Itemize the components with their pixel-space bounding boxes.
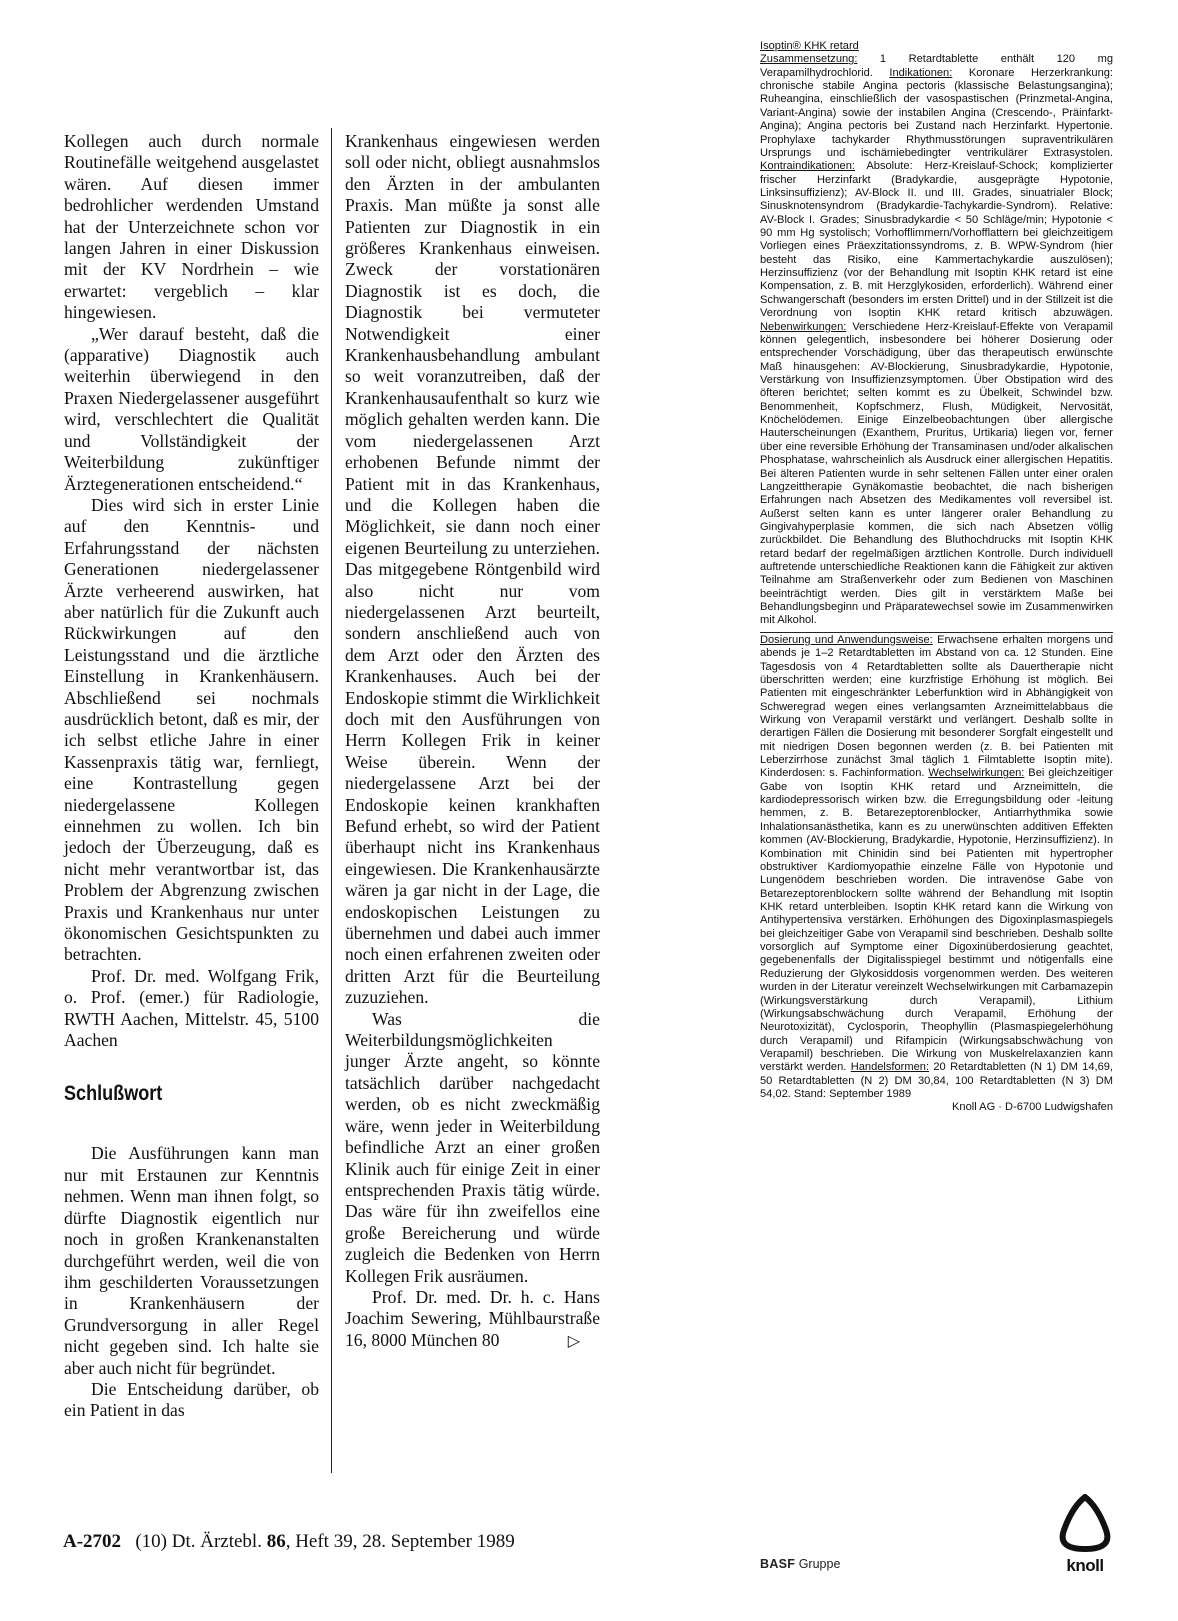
- paragraph: Krankenhaus eingewiesen werden soll oder nicht, obliegt ausnahmslos den Ärzten in der ambulanten Praxis. Man müßte ja sonst alle Patienten zur Diagnostik in ein größeres Krankenhaus einweisen. Zweck der vorstationären Diagnostik ist es doch, die Diagnostik bei vermuteter Notwendigkeit einer Krankenhausbehandlung ambulant so weit voranzutreiben, daß der Krankenhausaufenthalt so kurz wie möglich gehalten werden kann. Die vom niedergelassenen Arzt erhobenen Befunde nimmt der Patient mit in das Krankenhaus, und die Kollegen haben die Möglichkeit, sie dann noch einer eigenen Beurteilung zu unterziehen. Das mitgegebene Röntgenbild wird also nicht nur vom niedergelassenen Arzt beurteilt, sondern anschließend auch von dem Arzt oder den Ärzten des Krankenhauses. Auch bei der Endoskopie stimmt die Wirklichkeit doch mit den Ausführungen von Herrn Kollegen Frik in keiner Weise überein. Wenn der niedergelassene Arzt bei der Endoskopie keinen krankhaften Befund erhebt, so wird der Patient überhaupt nicht ins Krankenhaus eingewiesen. Die Krankenhausärzte wären ja gar nicht in der Lage, die endoskopischen Leistungen zu übernehmen und dabei auch immer noch einen erfahrenen zweiten oder dritten Arzt für die Beurteilung zuzuziehen.: [345, 131, 600, 1008]
- volume-number: 86: [266, 1531, 286, 1552]
- knoll-logo-text: knoll: [1066, 1556, 1104, 1575]
- paragraph: Die Ausführungen kann man nur mit Erstaunen zur Kenntnis nehmen. Wenn man ihnen folgt, so dürfte Diagnostik eigentlich nur noch in großen Krankenanstalten durchgeführt werden, weil die von ihm geschilderten Voraussetzungen in Krankenhäusern der Grundversorgung in aller Regel nicht gegeben sind. Ich halte sie aber auch nicht für begründet.: [64, 1143, 319, 1378]
- text-indications: Koronare Herzerkrankung: chronische stabile Angina pectoris (klassische Belastungsangina); Ruheangina, einschließlich der vasospastischen (Prinzmetal-Angina, Variant-Angina) sowie der instabilen Angina (Crescendo-, Präinfarkt-Angina); Angina pectoris bei Zustand nach Herzinfarkt. Hypertonie. Prophylaxe tachykarder Rhythmusstörungen supraventrikulären Ursprungs und ischämiebedingter ventrikulärer Extrasystolen.: [760, 66, 1113, 159]
- paragraph: Dies wird sich in erster Linie auf den Kenntnis- und Erfahrungsstand der nächsten Generationen niedergelassener Ärzte verheerend auswirken, hat aber natürlich für die Zukunft auch Rückwirkungen auf den Leistungsstand und die ärztliche Einstellung in Krankenhäusern. Abschließend sei nochmals ausdrücklich betont, daß es mir, der ich selbst etliche Jahre in einer Kassenpraxis tätig war, fernliegt, eine Kontrastellung gegen niedergelassene Kollegen einnehmen zu wollen. Ich bin jedoch der Überzeugung, daß es nicht mehr verantwortbar ist, das Problem der Abgrenzung zwischen Praxis und Krankenhaus nur unter ökonomischen Gesichtspunkten zu betrachten.: [64, 494, 319, 965]
- text-interactions: Bei gleichzeitiger Gabe von Isoptin KHK retard und Arzneimitteln, die kardiodepressorisch wirken bzw. die Erregungsbildung oder -leitung hemmen, z. B. Betarezeptorenblocker, Antiarrhythmika sowie Inhalationsanästhetika, kann es zu unerwünschten additiven Effekten kommen (AV-Blockierung, Bradykardie, Hypotonie, Herzinsuffizienz). In Kombination mit Chinidin sind bei Patienten mit hypertropher obstruktiver Kardiomyopathie einzelne Fälle von Hypotonie und Lungenödem beschrieben worden. Die intravenöse Gabe von Betarezeptorenblockern sollte während der Behandlung mit Isoptin KHK retard unterbleiben. Isoptin KHK retard kann die Wirkung von Antihypertensiva verstärken. Erhöhungen des Digoxinplasmaspiegels bei gleichzeitiger Gabe von Verapamil sind beschrieben. Deshalb sollte vorsorglich auf Symptome einer Digoxinüberdosierung geachtet, gegebenenfalls der Digitalisspiegel bestimmt und nötigenfalls eine Reduzierung der Glykosiddosis vorgenommen werden. Des weiteren wurden in der Literatur vereinzelt Wechselwirkungen mit Carbamazepin (Wirkungsverstärkung durch Verapamil), Lithium (Wirkungsabschwächung durch Verapamil, Erhöhung der Neurotoxizität), Cyclosporin, Theophyllin (Plasmaspiegelerhöhung durch Verapamil) und Rifampicin (Wirkungsabschwächung von Verapamil) beschrieben. Die Wirkung von Muskelrelaxanzien kann verstärkt werden.: [760, 767, 1113, 1074]
- label-dosage: Dosierung und Anwendungsweise:: [760, 633, 933, 646]
- text-contraindications: Absolute: Herz-Kreislauf-Schock; komplizierter frischer Herzinfarkt (Bradykardie, ausgeprägte Hypotonie, Linksinsuffizienz); AV-Block II. und III. Grades, sinuatrialer Block; Sinusknotensyndrom (Bradykardie-Tachykardie-Syndrom). Relative: AV-Block I. Grades; Sinusbradykardie < 50 Schläge/min; Hypotonie < 90 mm Hg systolisch; Vorhofflimmern/Vorhofflattern bei gleichzeitigem Vorliegen eines Präexzitationssyndroms, z. B. WPW-Syndrom (hier besteht das Risiko, eine Kammertachykardie auszulösen); Herzinsuffizienz (vor der Behandlung mit Isoptin KHK retard ist eine Kompensation, z. B. mit Herzglykosiden, erforderlich). Während einer Schwangerschaft (besonders im ersten Drittel) und in der Stillzeit ist die Verordnung von Isoptin KHK retard kritisch abzuwägen.: [760, 160, 1113, 320]
- text-dosage: Erwachsene erhalten morgens und abends je 1–2 Retardtabletten im Abstand von ca. 12 Stunden. Eine Tagesdosis von 4 Retardtabletten sollte als Dauertherapie nicht überschritten werden; eine kurzfristige Erhöhung ist möglich. Bei Patienten mit eingeschränkter Leberfunktion wird in Abhängigkeit von Schweregrad wegen eines verlangsamten Arzneimittelabbaus die Wirkung von Verapamil verstärkt und verlängert. Deshalb sollte in derartigen Fällen die Dosierung mit besonderer Sorgfalt eingestellt und mit niedrigen Dosen begonnen werden (z. B. bei Patienten mit Leberzirrhose zunächst 3mal täglich 1 Filmtablette Isoptin mite). Kinderdosen: s. Fachinformation.: [760, 633, 1113, 780]
- label-trade-forms: Handelsformen:: [850, 1061, 930, 1074]
- section-heading: Schlußwort: [64, 1082, 163, 1106]
- paragraph: Die Entscheidung darüber, ob ein Patient in das: [64, 1378, 319, 1421]
- page-number: A-2702: [63, 1531, 122, 1552]
- text-composition: 1 Retardtablette enthält 120 mg Verapamilhydrochlorid.: [760, 53, 1113, 79]
- gruppe-text: Gruppe: [795, 1557, 841, 1571]
- ad-dosage-text: [760, 632, 1113, 1102]
- label-side-effects: Nebenwirkungen:: [760, 320, 847, 333]
- basf-group-label: [760, 1557, 840, 1571]
- page-footer: [63, 1531, 515, 1553]
- article-column-middle: [345, 131, 600, 1351]
- text-trade-forms: 20 Retardtabletten (N 1) DM 14,69, 50 Retardtabletten (N 2) DM 30,84, 100 Retardtabletten (N 3) DM 54,02. Stand: September 1989: [760, 1061, 1114, 1101]
- paragraph: Was die Weiterbildungsmöglichkeiten junger Ärzte angeht, so könnte tatsächlich darüber nachgedacht werden, ob es nicht zweckmäßig wäre, wenn jeder in Weiterbildung befindliche Arzt an einer großen Klinik auch für einige Zeit in einer entsprechenden Praxis tätig würde. Das wäre für ihn zweifellos eine große Bereicherung und würde zugleich die Bedenken von Herrn Kollegen Frik ausräumen.: [345, 1008, 600, 1286]
- label-contraindications: Kontraindikationen:: [760, 160, 855, 173]
- issue-info: , Heft 39, 28. September 1989: [285, 1531, 515, 1552]
- signature-text: Prof. Dr. med. Dr. h. c. Hans Joachim Sewering, Mühlbaurstraße 16, 8000 München 80: [345, 1286, 600, 1350]
- author-signature: Prof. Dr. med. Wolfgang Frik, o. Prof. (emer.) für Radiologie, RWTH Aachen, Mittelstr. 45, 5100 Aachen: [64, 965, 319, 1051]
- company-address: Knoll AG · D-6700 Ludwigshafen: [952, 1101, 1113, 1114]
- label-composition: Zusammensetzung:: [760, 53, 858, 66]
- drug-information-box: [760, 40, 1113, 1115]
- column-divider: [331, 128, 332, 1473]
- paragraph: Kollegen auch durch normale Routinefälle weitgehend ausgelastet wären. Auf diesen immer bedrohlicher werdenden Umstand hat der Unterzeichnete schon vor langen Jahren in einer Diskussion mit der KV Nordrhein – wie erwartet: vergeblich – klar hingewiesen.: [64, 131, 319, 323]
- ad-main-text: [760, 53, 1113, 627]
- product-name: Isoptin® KHK retard: [760, 40, 859, 52]
- article-column-left: [64, 131, 319, 1422]
- basf-logo: BASF: [760, 1557, 796, 1571]
- label-interactions: Wechselwirkungen:: [928, 767, 1025, 780]
- label-indications: Indikationen:: [889, 66, 953, 79]
- text-side-effects: Verschiedene Herz-Kreislauf-Effekte von Verapamil können gelegentlich, insbesondere bei höherer Dosierung oder entsprechender Vorschädigung, über das therapeutisch erwünschte Maß hinausgehen: AV-Blockierung, Sinusbradykardie, Hypotonie, Verstärkung von Insuffizienzsymptomen. Über Obstipation wird des öfteren berichtet; selten kommt es zu Übelkeit, Schwindel bzw. Benommenheit, Kopfschmerz, Flush, Müdigkeit, Nervosität, Knöchelödemen. Einige Einzelbeobachtungen über allergische Hauterscheinungen (Exanthem, Pruritus, Urtikaria) liegen vor, ferner über eine reversible Erhöhung der Transaminasen und/oder alkalischen Phosphatase, wahrscheinlich als Ausdruck einer allergischen Hepatitis. Bei älteren Patienten wurde in sehr seltenen Fällen unter einer oralen Langzeittherapie Gynäkomastie beobachtet, die nach bisherigen Erfahrungen nach Absetzen des Medikamentes voll reversibel ist. Außerst selten kann es unter längerer oraler Behandlung zu Gingivahyperplasie kommen, die sich nach Absetzen völlig zurückbildet. Die Behandlung des Bluthochdrucks mit Isoptin KHK retard bedarf der regelmäßigen ärztlichen Kontrolle. Durch individuell auftretende unterschiedliche Reaktionen kann die Fähigkeit zur aktiven Teilnahme am Straßenverkehr oder zum Bedienen von Maschinen beeinträchtigt werden. Dies gilt in verstärktem Maße bei Behandlungsbeginn und Präparatewechsel sowie im Zusammenwirken mit Alkohol.: [760, 320, 1113, 627]
- paragraph: „Wer darauf besteht, daß die (apparative) Diagnostik auch weiterhin überwiegend in den Praxen Niedergelassener ausgeführt wird, verschlechtert die Qualität und Vollständigkeit der Weiterbildung zukünftiger Ärztegenerationen entscheidend.“: [64, 323, 319, 494]
- journal-name: (10) Dt. Ärztebl.: [135, 1531, 262, 1552]
- continue-arrow-icon: ▷: [567, 1330, 580, 1350]
- author-signature: [345, 1287, 600, 1351]
